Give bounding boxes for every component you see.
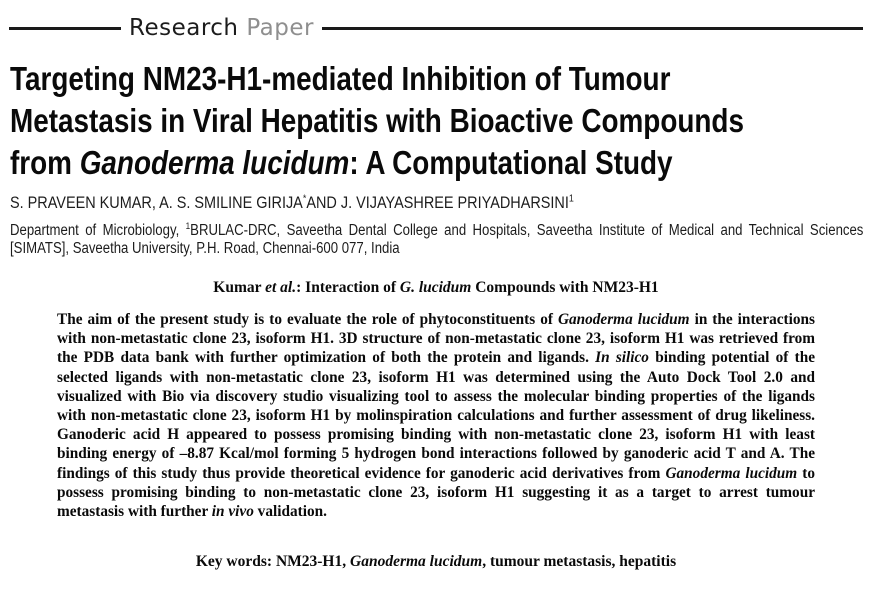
keywords-species-italic: Ganoderma lucidum — [350, 553, 483, 571]
keywords-line — [0, 552, 872, 571]
abstract-italic-term: in vivo — [211, 503, 254, 521]
kicker-primary: Research — [129, 15, 239, 41]
author-names: S. PRAVEEN KUMAR, A. S. SMILINE GIRIJA — [10, 193, 303, 212]
running-head-mid: : Interaction of — [296, 279, 400, 296]
authors-row — [0, 184, 872, 213]
keywords-label-and-first: Key words: NM23-H1, — [195, 553, 350, 571]
kicker-text — [121, 13, 322, 43]
kicker-rule-left — [9, 27, 121, 30]
kicker-rule-right — [322, 27, 863, 30]
abstract-italic-term: In silico — [595, 349, 649, 367]
species-abbrev-italic: G. lucidum — [399, 279, 472, 296]
title-line-3-post: : A Computational Study — [349, 144, 673, 181]
running-head-authors: Kumar — [213, 279, 266, 296]
keywords-rest: , tumour metastasis, hepatitis — [482, 553, 677, 571]
abstract-segment: The aim of the present study is to evaluate the role of phytoconstituents of — [57, 311, 558, 328]
author-affiliation-marker: 1 — [568, 192, 574, 205]
running-head-end: Compounds with NM23-H1 — [471, 279, 659, 296]
affiliation-marker: 1 — [185, 220, 191, 232]
abstract-segment: validation. — [253, 503, 327, 521]
abstract-italic-term: Ganoderma lucidum — [557, 311, 690, 328]
abstract-segment: binding potential of the selected ligands with non-metastatic clone 23, isoform H1 was determined using the Auto Dock Tool 2.0 and visualized with Bio via discovery studio visualizing tool to assess the molecular binding properties of the ligands with non-metastatic clone 23, isoform H1 by molinspiration calculations and further assessment of drug likeliness. Ganoderic acid H appeared to possess promising binding with non-metastatic clone 23, isoform H1 with least binding energy of –8.87 Kcal/mol forming 5 hydrogen bond interactions followed by ganoderic acid T and A. The findings of this study thus provide theoretical evidence for ganoderic acid derivatives from — [57, 349, 815, 482]
corresponding-author-marker: * — [302, 192, 307, 205]
affiliation-pre: Department of Microbiology, — [10, 222, 186, 239]
abstract-italic-term: Ganoderma lucidum — [665, 464, 798, 482]
running-head — [0, 278, 872, 297]
abstract-text — [57, 310, 815, 521]
section-kicker — [9, 13, 863, 43]
abstract-segment: in the interactions with non-metastatic clone 23, isoform H1. 3D structure of non-metastatic clone 23, isoform H1 was retrieved from the PDB data bank with further optimization of both the protein and ligands. — [57, 311, 816, 367]
authors-line — [10, 193, 574, 213]
affiliation-text — [10, 222, 863, 258]
title-line-3-pre: from — [10, 144, 80, 181]
et-al-italic: et al. — [265, 279, 297, 296]
author-names-continued: AND J. VIJAYASHREE PRIYADHARSINI — [306, 193, 569, 212]
affiliation-post: BRULAC-DRC, Saveetha Dental College and Hospitals, Saveetha Institute of Medical and Technical Sciences [SIMATS], Saveetha University, P.H. Road, Chennai-600 077, India — [10, 222, 864, 257]
kicker-secondary: Paper — [246, 15, 314, 41]
title-line-3 — [10, 142, 863, 184]
species-name-italic: Ganoderma lucidum — [79, 144, 350, 181]
abstract-segment: to possess promising binding to non-metastatic clone 23, isoform H1 suggesting it as a target to arrest tumour metastasis with further — [57, 464, 815, 521]
title-line-2: Metastasis in Viral Hepatitis with Bioactive Compounds — [10, 102, 744, 139]
article-title — [10, 58, 863, 184]
title-line-1: Targeting NM23-H1-mediated Inhibition of Tumour — [10, 60, 671, 97]
